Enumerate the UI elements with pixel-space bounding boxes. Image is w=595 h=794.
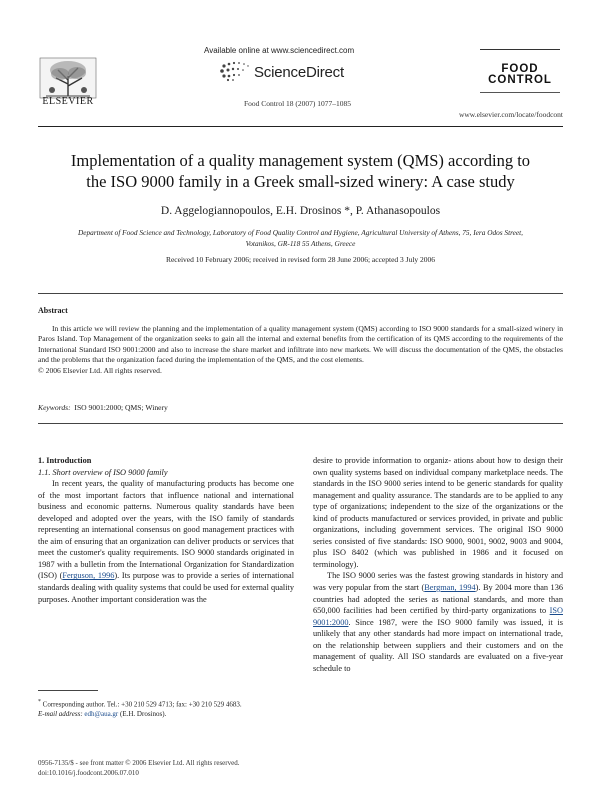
abstract-text: In this article we will review the planning and the implementation of a quality management system (QMS) according to ISO 9000 standards for a small-sized winery in Paros Island. Top Management of the organization seeks to gain all the internal and external benefits from the certification of its QMS according to the requirements of the International Standard ISO 9001:2000 and also to increase the share market and infiltrate into new markets. We will discuss the documentation of the QMS, the obstacles and the problems that the organization faced during the implementation of the QMS, and the cost elements.	[38, 324, 563, 365]
right-p2-text-c: . Since 1987, were the ISO 9000 family was issued, it is unlikely that any other standards had more impact on international trade, on the relationship between suppliers and their customers and on the management of quality. All ISO standards are evaluated on a five-year schedule to	[313, 617, 563, 673]
email-suffix: (E.H. Drosinos).	[118, 710, 167, 719]
front-matter	[38, 759, 318, 778]
section-heading: 1. Introduction	[38, 456, 92, 465]
email-label: E-mail address:	[38, 710, 83, 719]
subsection-heading: 1.1. Short overview of ISO 9000 family	[38, 467, 168, 477]
footnote-divider	[38, 690, 98, 691]
abstract-copyright: © 2006 Elsevier Ltd. All rights reserved.	[38, 365, 162, 375]
sciencedirect-name: ScienceDirect	[254, 64, 344, 81]
left-paragraph-1	[38, 478, 294, 605]
abstract-bottom-divider	[38, 423, 563, 424]
journal-logo-rule-top	[480, 49, 560, 50]
right-p2-text-a: The ISO 9000 series was the fastest growing standards in history and was very popular from the start (	[313, 571, 563, 593]
journal-logo	[478, 64, 562, 86]
article-title	[38, 150, 563, 192]
right-paragraph-1: desire to provide information to organiz- ations about how to design their own quality systems based on individual company marketplace needs. The standards in the ISO 9000 series intend to be generic standards for quality management and quality assurance. The standards are to be applied to any type of organizations; independent to the size of the organizations or the kind of products manufactured or services provided, in private and public organizations, including government services. The original ISO 9000 series consisted of five standards: ISO 9000, 9001, 9002, 9003 and 9004, plus ISO 8402 (which was published in 1986 and it focused on terminology).	[313, 456, 563, 569]
abstract-heading: Abstract	[38, 306, 68, 315]
journal-logo-rule-bottom	[480, 92, 560, 93]
authors-part-2: , P. Athanasopoulos	[350, 205, 441, 217]
right-p2-text-b: ). By 2004 more than 136 countries had adopted the series as national standards, and more than 650,000 facilities had been certified by third-party organizations to	[313, 583, 563, 616]
affiliation-line-2: Votanikos, GR-118 55 Athens, Greece	[245, 238, 356, 248]
received-dates: Received 10 February 2006; received in revised form 28 June 2006; accepted 3 July 2006	[165, 255, 436, 264]
right-column	[313, 455, 563, 674]
footnote	[38, 697, 298, 719]
affiliation-line-1: Department of Food Science and Technology, Laboratory of Food Quality Control and Hygiene, Agricultural University of Athens, 75, Iera Odos Street,	[78, 228, 523, 237]
right-paragraph-2	[313, 570, 563, 674]
publisher-name: ELSEVIER	[42, 96, 94, 107]
author-list	[38, 205, 563, 217]
authors-part-1: D. Aggelogiannopoulos, E.H. Drosinos	[160, 205, 345, 217]
corresponding-author-mark[interactable]: *	[344, 205, 350, 217]
doi-line[interactable]: doi:10.1016/j.foodcont.2006.07.010	[38, 768, 139, 777]
abstract-body	[38, 324, 563, 376]
citation-ferguson-link[interactable]: Ferguson, 1996	[62, 571, 115, 581]
left-p1-text-a: In recent years, the quality of manufacturing products has become one of the most important factors that influence national and international business and economic patterns. Numerous quality standards have been developed and adopted over the years, with the ISO family of standards representing an international consensus on good management practices with the aim of ensuring that an organization can deliver products or services that meet the customer's quality requirements. ISO 9000 standards originated in 1987 with a bulletin from the International Organization for Standardization (ISO) (	[38, 479, 294, 581]
left-p1-text-b: ). Its purpose was to provide a series of international standards dealing with quality systems that could be used for external quality purposes. Another important consideration was the	[38, 571, 295, 604]
footnote-corresponding	[38, 697, 298, 709]
journal-logo-line2: CONTROL	[488, 74, 552, 86]
title-line-1: Implementation of a quality management system (QMS) according to	[70, 151, 531, 170]
available-online-text[interactable]: Available online at www.sciencedirect.com	[204, 46, 355, 55]
abstract-top-divider	[38, 293, 563, 294]
title-line-2: the ISO 9000 family in a Greek small-sized winery: A case study	[86, 172, 515, 191]
keywords-line	[38, 403, 168, 412]
journal-logo-line1: FOOD	[501, 63, 539, 75]
header-divider	[38, 126, 563, 127]
footnote-email	[38, 709, 298, 719]
citation-iso-link[interactable]: ISO 9001:2000	[313, 606, 563, 627]
left-column	[38, 455, 294, 605]
journal-url-link[interactable]: www.elsevier.com/locate/foodcont	[458, 110, 563, 119]
journal-reference: Food Control 18 (2007) 1077–1085	[243, 99, 352, 108]
keywords-list: ISO 9001:2000; QMS; Winery	[74, 403, 168, 412]
keywords-label: Keywords:	[38, 403, 71, 412]
footnote-star: *	[38, 699, 41, 705]
affiliation	[38, 228, 563, 249]
issn-line: 0956-7135/$ - see front matter © 2006 Elsevier Ltd. All rights reserved.	[38, 759, 240, 767]
footnote-contact: Corresponding author. Tel.: +30 210 529 4713; fax: +30 210 529 4683.	[40, 700, 242, 709]
email-link[interactable]: edh@aua.gr	[84, 710, 119, 719]
citation-bergman-link[interactable]: Bergman, 1994	[424, 583, 476, 593]
sciencedirect-dots-icon	[218, 60, 252, 82]
